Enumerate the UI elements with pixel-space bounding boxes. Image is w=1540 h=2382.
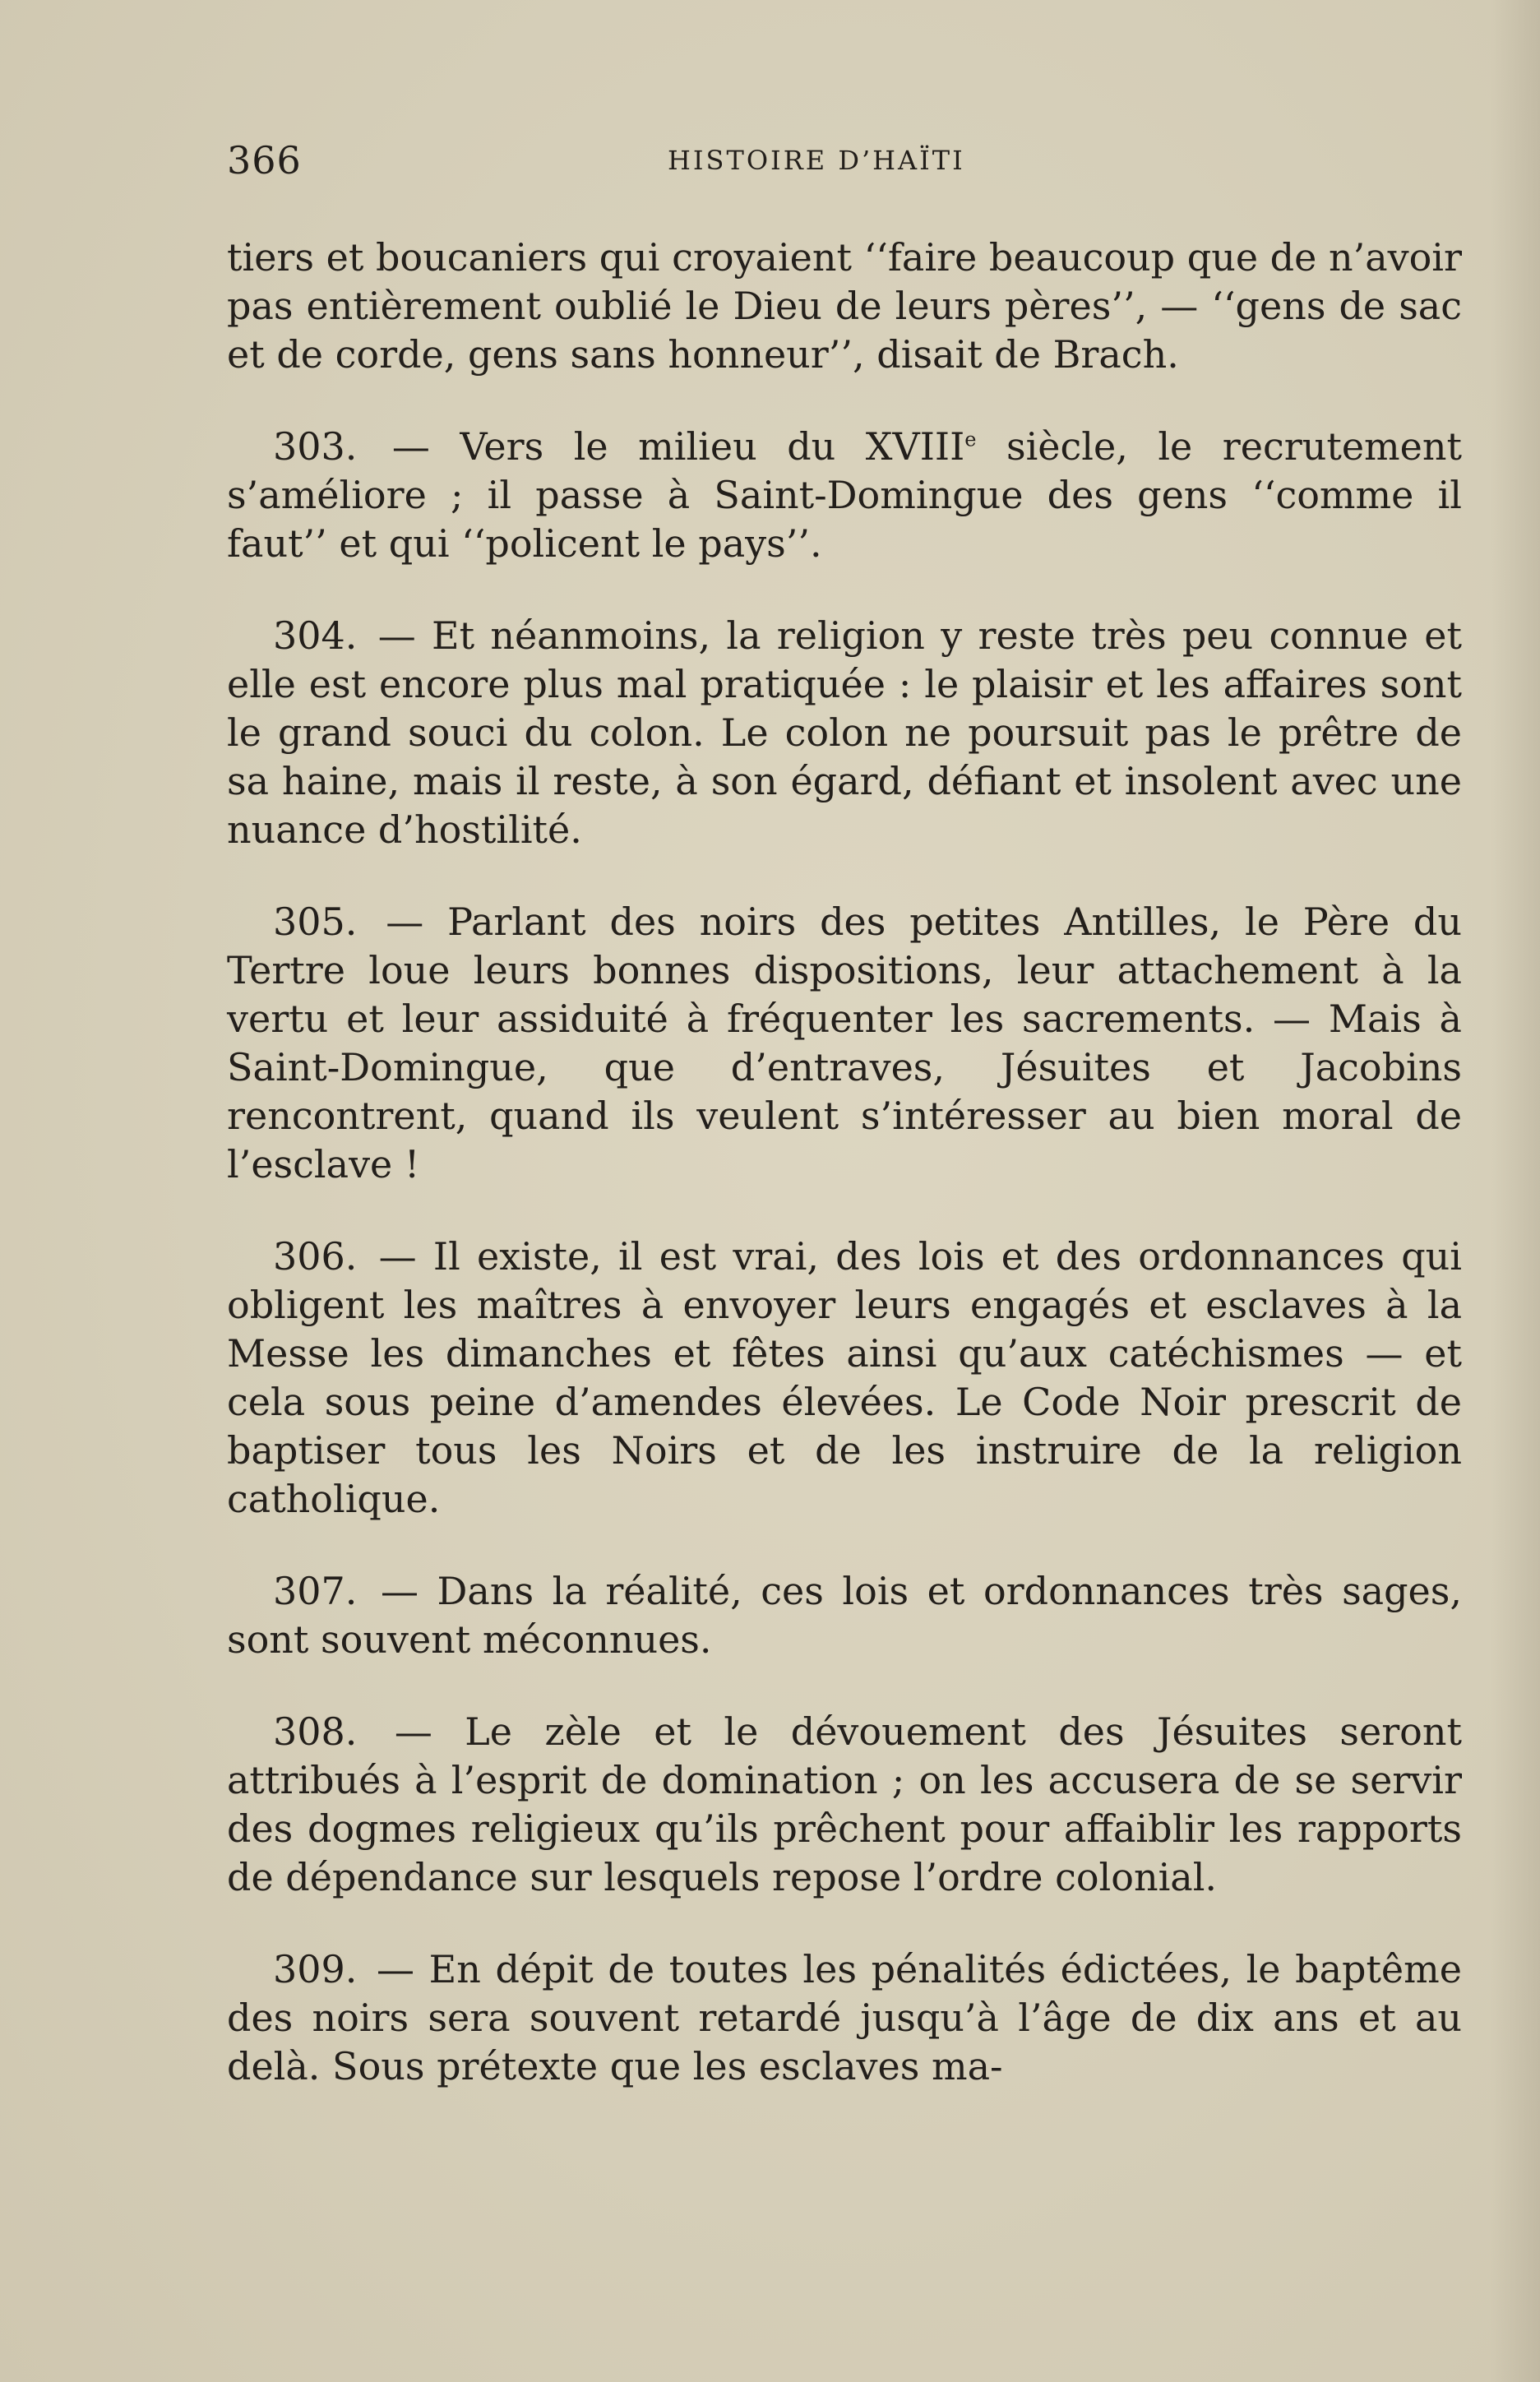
paragraph-text: — Le zèle et le dévouement des Jésuites seront attribués à l’esprit de domination ; on les accusera de se servir des dogmes religieux qu’ils prêchent pour affaiblir les rapports de dépendance sur lesquels repose l’ordre colonial.: [227, 1709, 1462, 1899]
paragraph-308: [227, 1708, 1462, 1902]
paragraph-309: [227, 1945, 1462, 2091]
paragraph-303: [227, 423, 1462, 568]
paragraph-number: 304.: [273, 613, 358, 658]
page-header: [227, 138, 1462, 187]
paragraph-number: 308.: [273, 1709, 358, 1754]
paragraph-text: — Et néanmoins, la religion y reste très peu connue et elle est encore plus mal pratiquée : le plaisir et les affaires sont le grand souci du colon. Le colon ne poursuit pas le prêtre de sa haine, mais il reste, à son égard, défiant et insolent avec une nuance d’hostilité.: [227, 613, 1462, 852]
paragraph-text: — En dépit de toutes les pénalités édictées, le baptême des noirs sera souvent retardé jusqu’à l’âge de dix ans et au delà. Sous prétexte que les esclaves ma-: [227, 1947, 1462, 2088]
paragraph-text: — Dans la réalité, ces lois et ordonnances très sages, sont souvent méconnues.: [227, 1569, 1463, 1662]
paragraph-number: 307.: [273, 1569, 358, 1613]
running-title: HISTOIRE D’HAÏTI: [668, 145, 965, 176]
paragraph-number: 305.: [273, 900, 358, 944]
paragraph-text: tiers et boucaniers qui croyaient ‘‘faire beaucoup que de n’avoir pas entièrement oublié le Dieu de leurs pères’’, — ‘‘gens de sac et de corde, gens sans honneur’’, disait de Brach.: [227, 235, 1463, 377]
paragraph-305: [227, 898, 1462, 1189]
body-text: [227, 234, 1462, 2135]
paragraph-number: 306.: [273, 1234, 358, 1279]
paragraph-text: — Parlant des noirs des petites Antilles, le Père du Tertre loue leurs bonnes dispositions, leur attachement à la vertu et leur assiduité à fréquenter les sacrements. — Mais à Saint-Domingue, que d’entraves, Jésuites et Jacobins rencontrent, quand ils veulent s’intéresser au bien moral de l’esclave !: [227, 900, 1462, 1186]
paragraph-text-continued: siècle, le recrutement s’améliore ; il passe à Saint-Domingue des gens ‘‘comme il faut’’ et qui ‘‘policent le pays’’.: [227, 424, 1462, 566]
paragraph-text: — Il existe, il est vrai, des lois et des ordonnances qui obligent les maîtres à envoyer leurs engagés et esclaves à la Messe les dimanches et fêtes ainsi qu’aux catéchismes — et cela sous peine d’amendes élevées. Le Code Noir prescrit de baptiser tous les Noirs et de les instruire de la religion catholique.: [227, 1234, 1463, 1521]
paragraph-306: [227, 1233, 1462, 1524]
paragraph-304: [227, 612, 1462, 854]
paragraph-307: [227, 1567, 1462, 1664]
page-edge-shadow: [1491, 0, 1540, 2382]
paragraph-text: — Vers le milieu du XVIII: [391, 424, 965, 469]
superscript: e: [964, 428, 977, 451]
paragraph-continuation: [227, 234, 1462, 379]
page-number: 366: [227, 138, 302, 183]
paragraph-number: 309.: [273, 1947, 358, 1991]
paragraph-number: 303.: [273, 424, 358, 469]
